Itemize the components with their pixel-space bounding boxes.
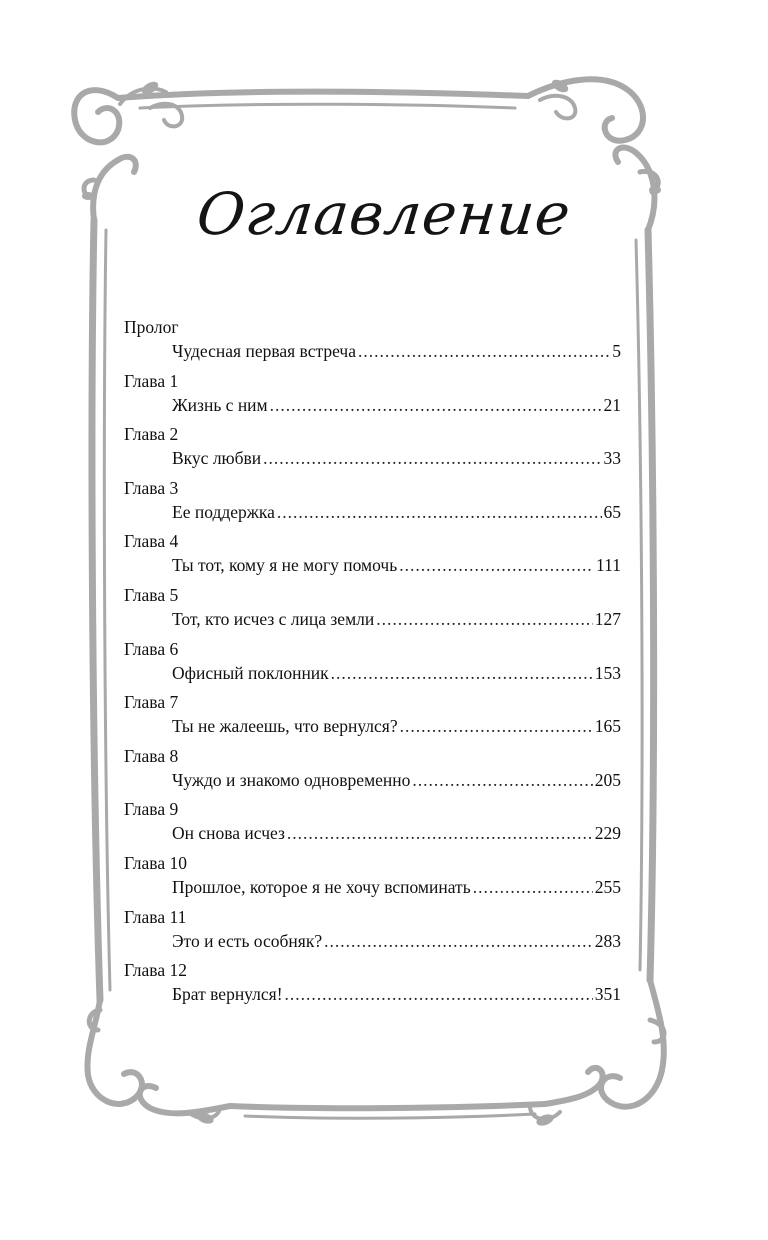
frame-bottom-rail-thin (245, 1114, 535, 1118)
frame-right-rail (648, 230, 654, 980)
chapter-label: Глава 5 (124, 584, 179, 605)
dot-leader (277, 500, 602, 524)
page-number: 111 (596, 555, 621, 576)
page-number: 229 (594, 823, 621, 844)
toc-item-line (172, 768, 621, 792)
chapter-title: Ее поддержка (172, 501, 275, 522)
toc-item-line (172, 929, 621, 953)
chapter-label: Глава 10 (124, 852, 187, 873)
dot-leader (285, 982, 593, 1006)
toc-entry (124, 530, 621, 584)
dot-leader (331, 661, 593, 685)
toc-entry (124, 906, 621, 960)
chapter-title: Чудесная первая встреча (172, 341, 356, 361)
chapter-title: Вкус любви (172, 448, 262, 469)
chapter-label: Глава 4 (124, 531, 179, 552)
toc-item-line (172, 875, 621, 899)
chapter-title: Ты тот, кому я не могу помочь (172, 555, 398, 576)
toc-item-line (172, 339, 621, 363)
dot-leader (473, 875, 593, 899)
toc-item-line (172, 553, 621, 577)
frame-left-rail (92, 220, 100, 1000)
page-number: 5 (612, 341, 621, 361)
toc-entry (124, 477, 621, 531)
dot-leader (400, 714, 593, 738)
chapter-label: Глава 6 (124, 638, 179, 659)
page-number: 255 (594, 876, 621, 897)
top-left-scroll (74, 90, 119, 142)
chapter-label: Глава 8 (124, 745, 179, 766)
page-number: 351 (594, 984, 621, 1005)
toc-entry (124, 584, 621, 638)
frame-left-rail-thin (104, 230, 110, 990)
chapter-title: Прошлое, которое я не хочу вспоминать (172, 876, 471, 897)
page-number: 153 (594, 662, 621, 683)
page-number: 65 (603, 501, 621, 522)
toc-entry (124, 798, 621, 852)
toc-item-line (172, 500, 621, 524)
chapter-title: Ты не жалеешь, что вернулся? (172, 716, 398, 737)
chapter-label: Глава 3 (124, 477, 179, 498)
page-number: 33 (603, 448, 621, 469)
table-of-contents (124, 316, 621, 1013)
toc-item-line (172, 607, 621, 631)
chapter-label: Глава 11 (124, 906, 187, 927)
toc-entry (124, 370, 621, 424)
frame-top-rail (118, 92, 528, 98)
chapter-title: Жизнь с ним (172, 394, 268, 415)
dot-leader (358, 339, 610, 363)
frame-top-rail-thin (140, 104, 515, 108)
toc-item-line (172, 393, 621, 417)
chapter-title: Он снова исчез (172, 823, 285, 844)
chapter-label: Глава 9 (124, 799, 179, 820)
page-number: 165 (594, 716, 621, 737)
dot-leader (263, 446, 601, 470)
frame-right-rail-thin (636, 240, 642, 970)
toc-item-line (172, 446, 621, 470)
dot-leader (376, 607, 593, 631)
toc-item-line (172, 661, 621, 685)
chapter-label: Пролог (124, 317, 179, 337)
toc-entry (124, 745, 621, 799)
toc-item-line (172, 714, 621, 738)
toc-item-line (172, 821, 621, 845)
bottom-left-scroll (87, 1000, 141, 1104)
chapter-label: Глава 12 (124, 960, 187, 981)
frame-bottom-rail (230, 1104, 545, 1108)
page-title: Оглавление (193, 180, 575, 248)
dot-leader (270, 393, 602, 417)
chapter-title: Офисный поклонник (172, 662, 329, 683)
page-number: 21 (603, 394, 621, 415)
chapter-title: Тот, кто исчез с лица земли (172, 608, 375, 629)
chapter-title: Это и есть особняк? (172, 930, 323, 951)
toc-entry (124, 959, 621, 1013)
page-number: 205 (594, 769, 621, 790)
chapter-title: Чуждо и знакомо одновременно (172, 769, 411, 790)
chapter-label: Глава 2 (124, 424, 179, 445)
dot-leader (287, 821, 593, 845)
toc-entry (124, 638, 621, 692)
toc-entry (124, 691, 621, 745)
toc-item-line (172, 982, 621, 1006)
page-number: 283 (594, 930, 621, 951)
chapter-title: Брат вернулся! (172, 984, 283, 1005)
dot-leader (399, 553, 594, 577)
top-right-scroll (528, 79, 643, 140)
toc-entry (124, 316, 621, 370)
page-number: 127 (594, 608, 621, 629)
chapter-label: Глава 1 (124, 370, 179, 391)
dot-leader (324, 929, 593, 953)
toc-entry (124, 423, 621, 477)
chapter-label: Глава 7 (124, 692, 179, 713)
toc-entry (124, 852, 621, 906)
dot-leader (412, 768, 592, 792)
